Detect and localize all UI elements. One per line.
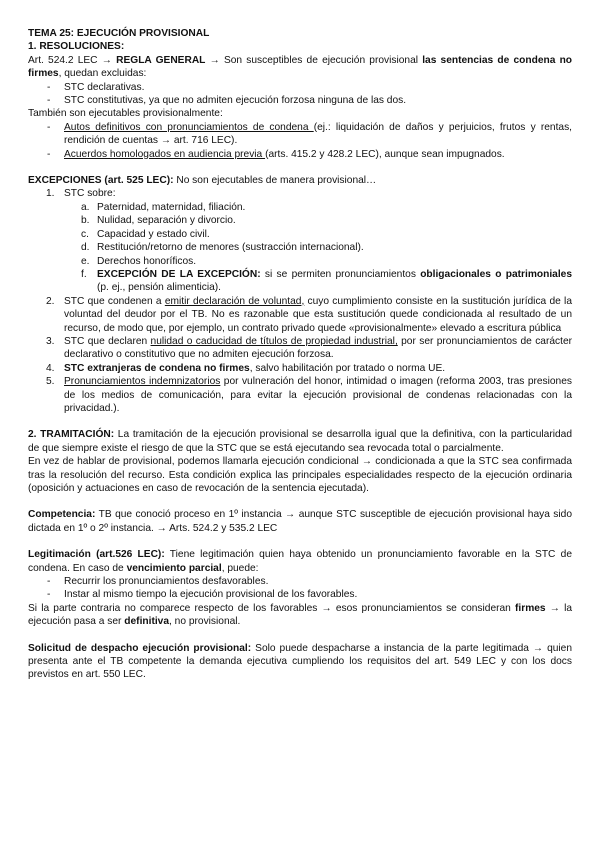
exception-subitem bbox=[28, 268, 572, 295]
underlined-span: Acuerdos homologados en audiencia previa bbox=[64, 148, 266, 160]
text-span: STC que condenen a bbox=[64, 295, 165, 307]
tramitacion-paragraph bbox=[28, 428, 572, 455]
excluded-item: - STC declarativas. bbox=[28, 81, 572, 94]
text-span: (p. ej., pensión alimenticia). bbox=[97, 282, 222, 294]
text-span: si se permiten pronunciamientos bbox=[260, 268, 421, 280]
bold-span: Competencia: bbox=[28, 509, 96, 521]
document-page bbox=[28, 27, 572, 682]
list-marker: 5. bbox=[46, 376, 55, 388]
text-span: Derechos honoríficos. bbox=[97, 255, 197, 267]
text-span: Capacidad y estado civil. bbox=[97, 228, 210, 240]
text-span: por vulneración del honor, intimidad o imagen (reforma 2003, tras presiones de los medios de comunicación, para evitar la ejecución provisional de condenas relacionadas con la privacidad.). bbox=[64, 376, 572, 414]
text-span: → la ejecución pasa a ser bbox=[28, 602, 572, 628]
bold-span: EXCEPCIÓN DE LA EXCEPCIÓN: bbox=[97, 268, 261, 280]
firmes-paragraph bbox=[28, 602, 572, 629]
underlined-span: emitir declaración de voluntad, bbox=[164, 295, 305, 307]
section-1-heading: 1. RESOLUCIONES: bbox=[28, 41, 125, 53]
bold-span: vencimiento parcial bbox=[126, 562, 222, 574]
underlined-span: Pronunciamientos indemnizatorios bbox=[64, 376, 221, 388]
bold-span: definitiva bbox=[124, 616, 170, 628]
bold-span: Legitimación (art.526 LEC): bbox=[28, 549, 165, 561]
underlined-span: Autos definitivos con pronunciamientos de condena bbox=[64, 121, 314, 133]
text-span: Paternidad, maternidad, filiación. bbox=[97, 201, 246, 213]
bold-span: STC extranjeras de condena no firmes bbox=[64, 362, 250, 374]
bold-span: las sentencias de condena no firmes bbox=[28, 54, 573, 80]
also-executable-intro: También son ejecutables provisionalmente: bbox=[28, 108, 223, 120]
list-marker: 2. bbox=[46, 295, 55, 307]
text-span: La tramitación de la ejecución provisional se desarrolla igual que la definitiva, con la particularidad de que siempre existe el riesgo de que la STC que se está ejecutando sea revocada total o parcialmente. bbox=[28, 429, 572, 454]
text-span: Tiene legitimación quien haya obtenido un pronunciamiento favorable en la STC de condena. En caso de bbox=[28, 549, 572, 574]
exception-item bbox=[28, 362, 572, 375]
document-title: TEMA 25: EJECUCIÓN PROVISIONAL bbox=[28, 28, 210, 39]
legitimacion-item: - Instar al mismo tiempo la ejecución provisional de los favorables. bbox=[28, 588, 572, 601]
text-span: , salvo habilitación por tratado o norma UE. bbox=[249, 362, 446, 374]
text-span: (ej.: liquidación de daños y perjuicios, frutos y rentas, rendición de cuentas → art. 716 LEC). bbox=[64, 121, 572, 147]
bold-span: firmes bbox=[515, 602, 546, 614]
text-span: Solo puede despacharse a instancia de la parte legitimada → quien presenta ante el TB competente la demanda ejecutiva cumpliendo los requisitos del art. 549 LEC y con los docs previstos en art. 550 LEC. bbox=[28, 642, 573, 681]
text-span: cuyo cumplimiento consiste en la sustitución jurídica de la voluntad del deudor por el TB. No es razonable que esta sustitución quede condicionada al resultado de un recurso, de modo que, por ejemplo, un contrato privado quede «provisionalmente» elevado a escritura pública bbox=[64, 295, 572, 334]
list-marker: 3. bbox=[46, 335, 55, 347]
general-rule-paragraph bbox=[28, 54, 572, 81]
text-span: → Son susceptibles de ejecución provisional bbox=[205, 54, 423, 66]
text-span: , no provisional. bbox=[169, 616, 241, 628]
bold-span: Solicitud de despacho ejecución provisional: bbox=[28, 642, 252, 654]
text-span: STC sobre: bbox=[64, 188, 116, 200]
list-marker: d. bbox=[81, 242, 90, 254]
list-marker: c. bbox=[81, 228, 89, 240]
excluded-item: - STC constitutivas, ya que no admiten ejecución forzosa ninguna de las dos. bbox=[28, 94, 572, 107]
list-marker: f. bbox=[81, 268, 87, 280]
exception-item bbox=[28, 335, 572, 362]
text-span: TB que conoció proceso en 1º instancia → aunque STC susceptible de ejecución provisional haya sido dictada en 1º o 2º instancia. → Arts. 524.2 y 535.2 LEC bbox=[28, 509, 572, 534]
condicional-paragraph: En vez de hablar de provisional, podemos llamarla ejecución condicional → condicionada a que la STC sea confirmada tras la resolución del recurso. Esta condición explica las principales especialidades respecto de la ejecución ordinaria (oposición y actuaciones en caso de revocación de la sentencia ejecutada). bbox=[28, 456, 572, 494]
text-span: (arts. 415.2 y 428.2 LEC), aunque sean impugnados. bbox=[265, 148, 505, 160]
legitimacion-paragraph bbox=[28, 548, 572, 575]
list-marker: 1. bbox=[46, 188, 55, 200]
text-span: Art. 524.2 LEC → bbox=[28, 54, 117, 66]
text-span: No son ejecutables de manera provisional… bbox=[173, 175, 377, 187]
exception-subitem bbox=[28, 214, 572, 227]
list-marker: b. bbox=[81, 215, 90, 227]
exception-subitem bbox=[28, 201, 572, 214]
list-marker: 4. bbox=[46, 362, 55, 374]
bold-span: REGLA GENERAL bbox=[116, 54, 206, 66]
exception-subitem bbox=[28, 255, 572, 268]
competencia-paragraph bbox=[28, 508, 572, 535]
legitimacion-item: - Recurrir los pronunciamientos desfavorables. bbox=[28, 575, 572, 588]
text-span: STC que declaren bbox=[64, 335, 151, 347]
bold-span: obligacionales o patrimoniales bbox=[420, 268, 572, 280]
also-executable-item bbox=[28, 121, 572, 148]
text-span: Si la parte contraria no comparece respecto de los favorables → esos pronunciamientos se consideran bbox=[28, 602, 515, 614]
text-span: por ser pronunciamientos de carácter declarativo o constitutivo que no admiten ejecución forzosa. bbox=[64, 335, 572, 361]
exception-item bbox=[28, 375, 572, 415]
text-span: , quedan excluidas: bbox=[58, 68, 147, 80]
solicitud-paragraph bbox=[28, 642, 572, 682]
exception-subitem bbox=[28, 228, 572, 241]
underlined-span: nulidad o caducidad de títulos de propiedad industrial, bbox=[150, 335, 398, 347]
exceptions-heading bbox=[28, 174, 572, 187]
also-executable-item bbox=[28, 148, 572, 161]
bold-span: EXCEPCIONES (art. 525 LEC): bbox=[28, 175, 174, 187]
text-span: Restitución/retorno de menores (sustracción internacional). bbox=[97, 242, 364, 254]
exception-subitem bbox=[28, 241, 572, 254]
exception-item bbox=[28, 295, 572, 335]
bold-span: 2. TRAMITACIÓN: bbox=[28, 429, 115, 441]
text-span: Nulidad, separación y divorcio. bbox=[97, 215, 236, 227]
exception-item bbox=[28, 187, 572, 200]
list-marker: a. bbox=[81, 201, 90, 213]
text-span: , puede: bbox=[221, 562, 259, 574]
list-marker: e. bbox=[81, 255, 90, 267]
